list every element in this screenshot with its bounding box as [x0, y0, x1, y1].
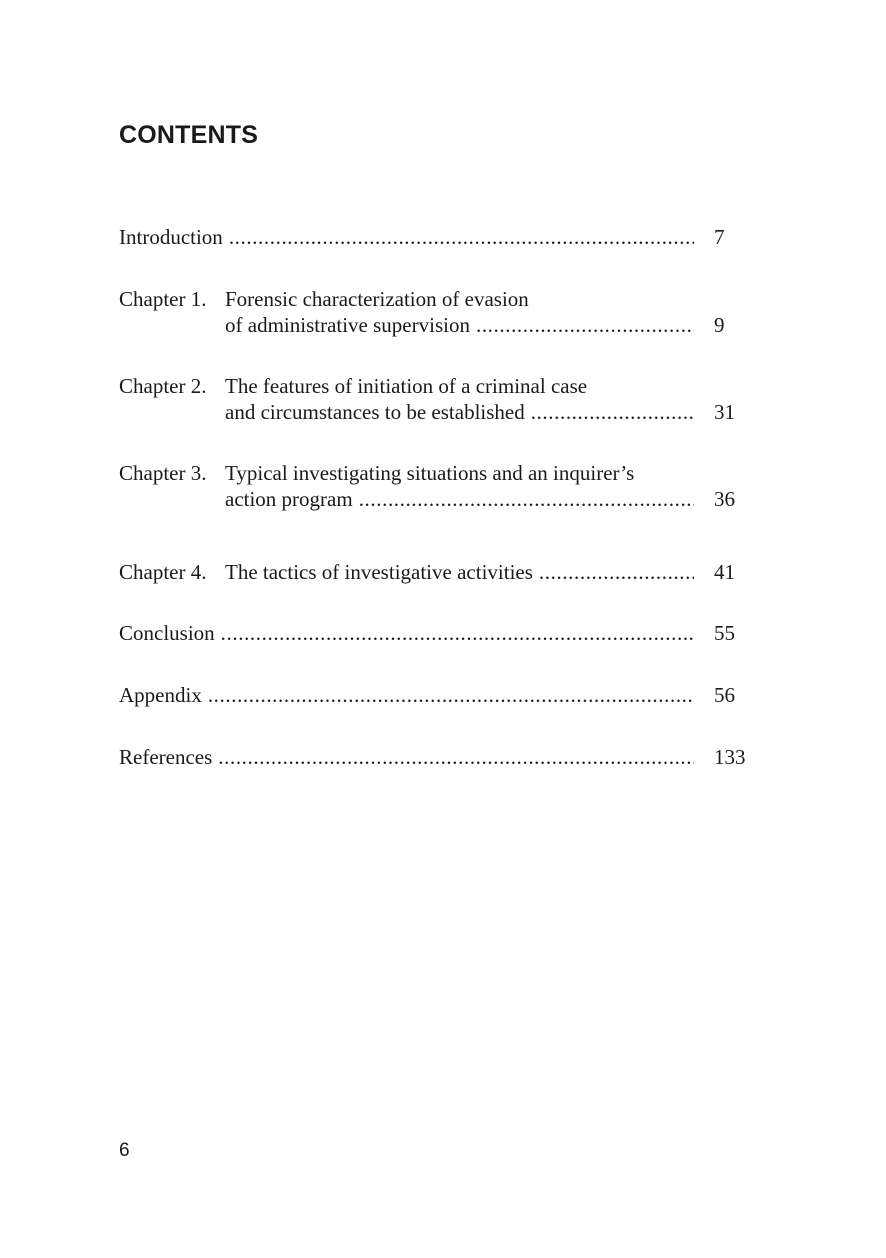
- contents-heading: CONTENTS: [119, 121, 259, 149]
- toc-entry-title: Appendix: [119, 683, 202, 707]
- toc-entry-introduction[interactable]: [119, 224, 759, 250]
- toc-entry-title-continuation: of administrative supervision: [225, 313, 470, 337]
- toc-entry-title-continuation: and circumstances to be established: [225, 400, 525, 424]
- toc-entry-title: Typical investigating situations and an inquirer’s: [225, 461, 635, 485]
- dot-leader: [229, 224, 694, 250]
- dot-leader: [218, 744, 694, 770]
- toc-entry-page: 133: [714, 745, 746, 769]
- toc-entry-title-continuation: action program: [225, 487, 353, 511]
- dot-leader: [539, 559, 694, 585]
- toc-entry-chapter-4[interactable]: [119, 559, 759, 585]
- toc-entry-chapter-number: Chapter 1.: [119, 287, 207, 311]
- toc-entry-page: 31: [714, 400, 735, 424]
- dot-leader: [476, 312, 694, 338]
- toc-entry-chapter-3[interactable]: [119, 460, 759, 512]
- toc-entry-page: 41: [714, 560, 735, 584]
- toc-entry-chapter-1[interactable]: [119, 286, 759, 338]
- toc-entry-page: 56: [714, 683, 735, 707]
- dot-leader: [359, 486, 694, 512]
- toc-entry-page: 55: [714, 621, 735, 645]
- dot-leader: [221, 620, 694, 646]
- toc-entry-references[interactable]: [119, 744, 759, 770]
- toc-entry-conclusion[interactable]: [119, 620, 759, 646]
- toc-entry-title: Introduction: [119, 225, 223, 249]
- toc-entry-chapter-2[interactable]: [119, 373, 759, 425]
- toc-entry-title: The features of initiation of a criminal case: [225, 374, 588, 398]
- toc-entry-chapter-number: Chapter 3.: [119, 461, 207, 485]
- toc-entry-appendix[interactable]: [119, 682, 759, 708]
- toc-entry-page: 36: [714, 487, 735, 511]
- dot-leader: [531, 399, 694, 425]
- toc-entry-chapter-number: Chapter 2.: [119, 374, 207, 398]
- toc-entry-page: 7: [714, 225, 725, 249]
- toc-entry-chapter-number: Chapter 4.: [119, 560, 207, 584]
- toc-entry-title: The tactics of investigative activities: [225, 560, 533, 584]
- toc-entry-page: 9: [714, 313, 725, 337]
- dot-leader: [208, 682, 694, 708]
- page-number: 6: [119, 1140, 130, 1161]
- toc-entry-title: Forensic characterization of evasion: [225, 287, 529, 311]
- toc-entry-title: References: [119, 745, 213, 769]
- toc-entry-title: Conclusion: [119, 621, 215, 645]
